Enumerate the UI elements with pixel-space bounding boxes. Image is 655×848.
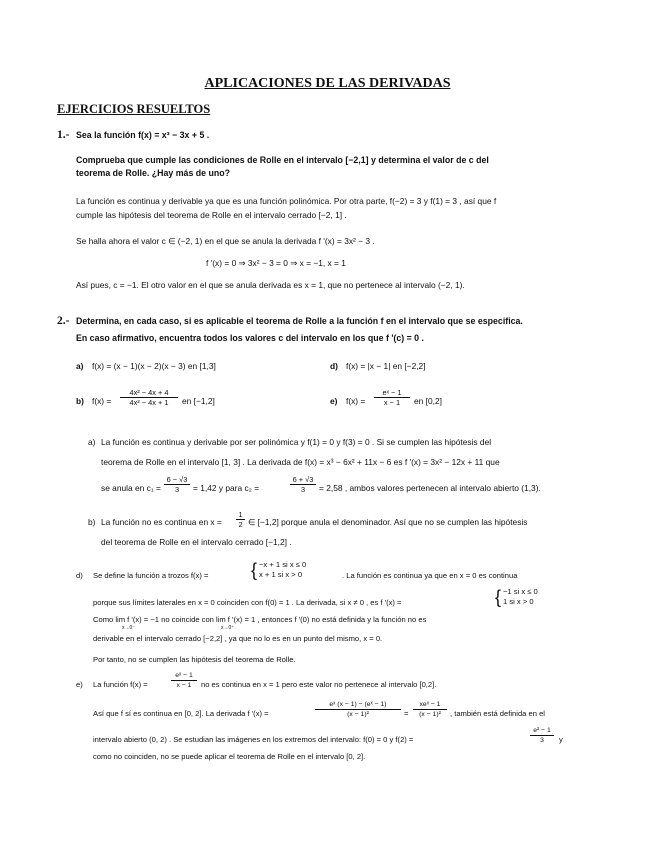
- exercise-1-number: 1.-: [57, 129, 70, 141]
- exercise-2-number: 2.-: [57, 315, 70, 327]
- item-e-prefix: f(x) =: [346, 396, 366, 406]
- exercise-1-paragraph-2: cumple las hipótesis del teorema de Rolle en el intervalo cerrado [−2, 1] .: [76, 210, 347, 220]
- item-d-label: d): [330, 361, 338, 371]
- item-b-numerator: 4x² − 4x + 4: [120, 388, 178, 398]
- solution-b-line-2: del teorema de Rolle en el intervalo cerrado [−1,2] .: [101, 537, 292, 547]
- solution-e-line-2-end: , también está definida en el: [450, 709, 545, 718]
- solution-e-simplified-numerator: xeˣ − 1: [413, 700, 447, 710]
- item-a-function: f(x) = (x − 1)(x − 2)(x − 3) en [1,3]: [92, 361, 216, 371]
- exercise-2-question-line-1: Determina, en cada caso, si es aplicable el teorema de Rolle a la función f en el intervalo que se especifica.: [76, 316, 523, 326]
- item-b-interval: en [−1,2]: [182, 396, 215, 406]
- item-b-label: b): [76, 396, 84, 406]
- solution-e-label: e): [76, 680, 83, 689]
- solution-d-line-4: derivable en el intervalo cerrado [−2,2] , ya que no lo es en un punto del mismo, x = 0.: [93, 634, 383, 643]
- solution-a-c1-denominator: 3: [174, 485, 180, 494]
- solution-e-derivative-numerator: eˣ (x − 1) − (eˣ − 1): [315, 700, 401, 710]
- solution-b-line-1-end: ∈ [−1,2] porque anula el denominador. Así que no se cumplen las hipótesis: [248, 517, 528, 527]
- item-e-denominator: x − 1: [383, 398, 401, 407]
- solution-e-line-2-start: Así que f sí es continua en [0, 2]. La derivada f '(x) =: [93, 709, 269, 718]
- solution-d-case-1: −x + 1 si x ≤ 0: [259, 560, 307, 569]
- solution-e-image-fraction: [530, 726, 554, 745]
- solution-a-line-3-middle: = 1,42 y para c₂ =: [193, 483, 260, 493]
- solution-a-c2-numerator: 6 + √3: [290, 475, 316, 485]
- left-brace-icon: {: [251, 560, 258, 580]
- item-b-denominator: 4x² − 4x + 1: [129, 398, 169, 407]
- exercise-1-question-line-1: Comprueba que cumple las condiciones de Rolle en el intervalo [−2,1] y determina el valor de c del: [76, 155, 489, 165]
- exercise-1-equation: f '(x) = 0 ⇒ 3x² − 3 = 0 ⇒ x = −1, x = 1: [206, 258, 346, 268]
- solution-b-fraction: [236, 510, 245, 529]
- item-e-numerator: eˣ − 1: [374, 388, 410, 398]
- section-heading: EJERCICIOS RESUELTOS: [57, 102, 211, 116]
- solution-a-label: a): [88, 437, 96, 447]
- solution-d-label: d): [76, 571, 83, 580]
- exercise-1-paragraph-3: Se halla ahora el valor c ∈ (−2, 1) en el que se anula la derivada f '(x) = 3x² − 3 .: [76, 236, 375, 246]
- solution-e-fraction: [171, 671, 197, 690]
- solution-d-line-3: Como lim f '(x) = −1 no coincide con lim f '(x) = 1 , entonces f '(0) no está definida y la función no es: [93, 615, 427, 624]
- item-e-label: e): [330, 396, 338, 406]
- solution-a-c1-numerator: 6 − √3: [164, 475, 190, 485]
- solution-d-derivative-case-1: −1 si x ≤ 0: [503, 587, 538, 596]
- solution-a-line-1: La función es continua y derivable por ser polinómica y f(1) = 0 y f(3) = 0 . Si se cumplen las hipótesis del: [101, 437, 492, 447]
- solution-d-line-2: porque sus límites laterales en x = 0 coinciden con f(0) = 1 . La derivada, si x ≠ 0 , es f '(x) =: [93, 598, 402, 607]
- solution-d-limit-left-subscript: x→0⁻: [122, 625, 135, 631]
- solution-d-case-2: x + 1 si x > 0: [259, 570, 303, 579]
- solution-e-line-2-equals: =: [404, 709, 409, 718]
- solution-a-c1-fraction: [164, 475, 190, 494]
- solution-d-line-5: Por tanto, no se cumplen las hipótesis del teorema de Rolle.: [93, 655, 296, 664]
- document-title: APLICACIONES DE LAS DERIVADAS: [204, 76, 451, 91]
- solution-b-numerator: 1: [236, 510, 245, 520]
- solution-b-line-1-start: La función no es continua en x =: [101, 517, 222, 527]
- item-b-prefix: f(x) =: [92, 396, 112, 406]
- solution-e-line-3-start: intervalo abierto (0, 2) . Se estudian las imágenes en los extremos del intervalo: f(0) = 0 y f(2) =: [93, 735, 414, 744]
- solution-e-line-4: como no coinciden, no se puede aplicar el teorema de Rolle en el intervalo [0, 2].: [93, 752, 366, 761]
- exercise-2-question-line-2: En caso afirmativo, encuentra todos los valores c del intervalo en los que f '(c) = 0 .: [76, 333, 424, 343]
- exercise-1-question-line-2: teorema de Rolle. ¿Hay más de uno?: [76, 168, 230, 178]
- exercise-1-intro: Sea la función f(x) = x³ − 3x + 5 .: [76, 130, 210, 140]
- solution-a-c2-denominator: 3: [300, 485, 306, 494]
- solution-d-limit-right-subscript: x→0⁺: [221, 625, 234, 631]
- item-a-label: a): [76, 361, 84, 371]
- item-e-interval: en [0,2]: [414, 396, 442, 406]
- solution-a-line-2: teorema de Rolle en el intervalo [1, 3] . La derivada de f(x) = x³ − 6x² + 11x − 6 es f '(x) = 3x² − 12x + 11 que: [101, 457, 500, 467]
- left-brace-icon: {: [495, 587, 502, 607]
- solution-e-simplified-denominator: (x − 1)²: [419, 711, 441, 718]
- solution-e-line-1-start: La función f(x) =: [93, 680, 148, 689]
- solution-d-line-1-start: Se define la función a trozos f(x) =: [93, 571, 209, 580]
- solution-d-derivative-case-2: 1 si x > 0: [503, 597, 534, 606]
- exercise-1-conclusion: Así pues, c = −1. El otro valor en el que se anula derivada es x = 1, que no pertenece al intervalo (−2, 1).: [76, 280, 465, 290]
- solution-e-numerator: eˣ − 1: [171, 671, 197, 681]
- solution-e-line-3-end: y: [559, 735, 563, 744]
- solution-e-derivative-denominator: (x − 1)²: [347, 711, 369, 718]
- solution-a-line-3-start: se anula en c₁ =: [101, 483, 161, 493]
- solution-e-image-denominator: 3: [540, 737, 544, 744]
- item-e-fraction: [374, 388, 410, 407]
- solution-e-line-1-end: no es continua en x = 1 pero este valor no pertenece al intervalo [0,2].: [201, 680, 437, 689]
- solution-e-simplified-fraction: [413, 700, 447, 719]
- solution-a-c2-fraction: [290, 475, 316, 494]
- item-d-function: f(x) = |x − 1| en [−2,2]: [346, 361, 426, 371]
- solution-a-line-3-end: = 2,58 , ambos valores pertenecen al intervalo abierto (1,3).: [319, 483, 541, 493]
- exercise-1-paragraph-1: La función es continua y derivable ya que es una función polinómica. Por otra parte, f(−2) = 3 y f(1) = 3 , así que f: [76, 196, 497, 206]
- solution-b-denominator: 2: [238, 520, 243, 529]
- solution-e-image-numerator: e² − 1: [530, 726, 554, 736]
- solution-e-derivative-fraction: [315, 700, 401, 719]
- item-b-fraction: [120, 388, 178, 407]
- solution-d-line-1-end: . La función es continua ya que en x = 0 es continua: [342, 571, 518, 580]
- solution-e-denominator: x − 1: [176, 682, 192, 689]
- solution-b-label: b): [88, 517, 96, 527]
